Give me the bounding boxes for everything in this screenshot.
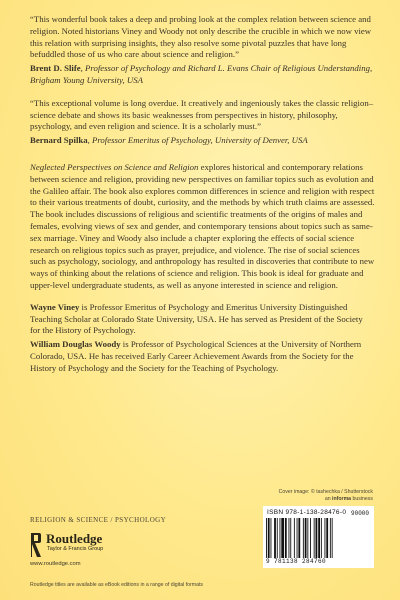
publisher-url: www.routledge.com	[30, 561, 81, 567]
description-body: explores historical and contemporary relations between science and religion, providing new perspectives on familiar topics such as evolution and the Galileo affair. The book also explores common differences in science and religion with respect to their various treatments of doubt, curiosity, and the methods by which truth claims are assessed. The book includes discussions of religious and scientific treatments of the origins of males and females, evolving views of sex and gender, and contemporary tensions about topics such as same-sex marriage. Viney and Woody also include a chapter exploring the effects of social science research on religious topics such as prayer, prejudice, and violence. The rise of social sciences such as psychology, sociology, and anthropology has resulted in discoveries that contribute to new ways of thinking about the relations of science and religion. This book is ideal for graduate and upper-level undergraduate students, as well as anyone interested in science and religion.	[30, 161, 375, 290]
endorser-name-2: Bernard Spilka	[30, 135, 88, 146]
endorser-name-1: Brent D. Slife	[30, 63, 81, 74]
endorser-affiliation-2: , Professor Emeritus of Psychology, University of Denver, USA	[87, 135, 308, 146]
author-bio-2	[30, 339, 375, 374]
publisher-name: Routledge	[46, 531, 103, 546]
endorsement-quote-2: “This exceptional volume is long overdue. It creatively and ingeniously takes the classic religion–science debate and shows its basic weaknesses from perspectives in history, philosophy, psychology, and even religion and science. It is a scholarly must.”	[30, 97, 374, 132]
routledge-logo-icon	[30, 532, 42, 558]
barcode-panel	[263, 506, 374, 568]
informa-brand: informa	[332, 496, 352, 502]
author-name-1: Wayne Viney	[30, 301, 80, 312]
back-cover-text	[30, 14, 375, 375]
ebook-footnote: Routledge titles are available as eBook editions in a range of digital formats	[30, 582, 204, 588]
cover-image-credit: Cover image: © tashechka / Shutterstock	[278, 489, 373, 495]
endorsement-quote-1: “This wonderful book takes a deep and probing look at the complex relation between science and religion. Noted historians Viney and Woody not only describe the crucible in which we now view this relation with surprising insights, they also resolve some pivotal puzzles that have long befuddled those of us who care about science and religion.”	[30, 14, 372, 60]
endorsement-attribution-2	[30, 135, 375, 147]
book-description	[30, 162, 375, 292]
informa-business-line	[279, 496, 373, 503]
endorsement-attribution-1	[30, 63, 375, 87]
informa-prefix: an	[324, 496, 333, 502]
author-name-2: William Douglas Woody	[30, 339, 121, 350]
author-bio-text-2: is Professor of Psychological Sciences at the University of Northern Colorado, USA. He has received Early Career Achievement Awards from the Society for the History of Psychology and the Society for the Teaching of Psychology.	[30, 339, 362, 373]
isbn-label: ISBN 978-1-138-28476-0	[267, 509, 347, 516]
book-title: Neglected Perspectives on Science and Religion	[30, 161, 199, 172]
barcode-addon-number: 90000	[351, 510, 370, 517]
author-bio-text-1: is Professor Emeritus of Psychology and Emeritus University Distinguished Teaching Scholar at Colorado State University, USA. He has served as President of the Society for the History of Psychology.	[30, 301, 363, 336]
informa-suffix: business	[351, 496, 373, 502]
subject-category: RELIGION & SCIENCE / PSYCHOLOGY	[30, 516, 167, 524]
endorser-affiliation-1: , Professor of Psychology and Richard L. Evans Chair of Religious Understanding, Brigham Young University, USA	[30, 63, 373, 85]
author-bio-1	[30, 302, 375, 337]
cover-credit	[279, 489, 373, 503]
barcode-number: 9 781138 284760	[266, 558, 327, 565]
barcode-icon	[266, 518, 360, 558]
publisher-group: Taylor & Francis Group	[47, 546, 104, 552]
